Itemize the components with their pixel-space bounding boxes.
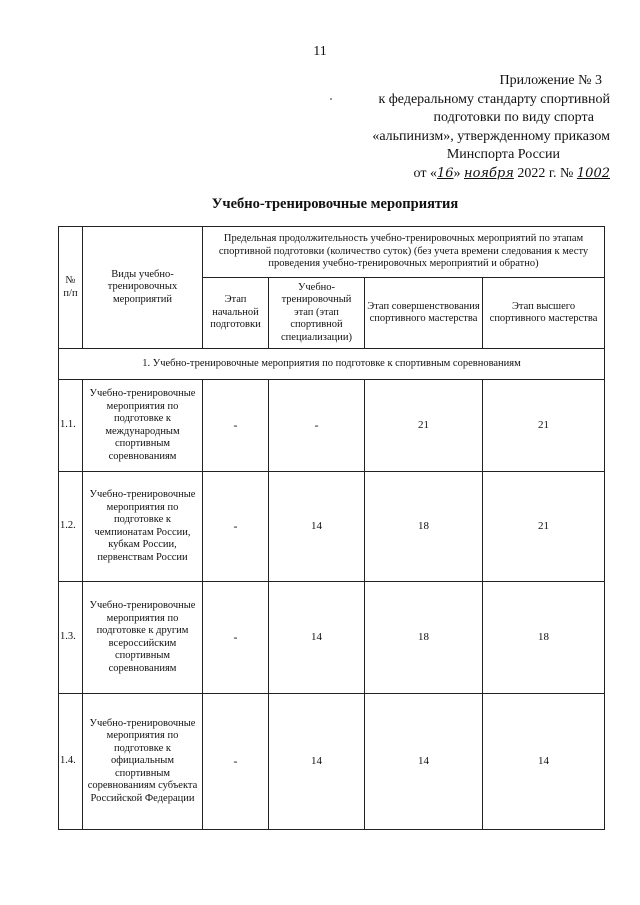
stage-value: - <box>203 380 269 472</box>
event-name: Учебно-тренировочные мероприятия по подготовке к другим всероссийским спортивным соревнованиям <box>83 582 203 694</box>
appendix-header <box>340 72 610 183</box>
stage-header: Учебно-тренировочный этап (этап спортивной специализации) <box>269 278 365 349</box>
section-title: 1. Учебно-тренировочные мероприятия по подготовке к спортивным соревнованиям <box>59 349 605 380</box>
stage-value: - <box>203 694 269 830</box>
stage-header: Этап высшего спортивного мастерства <box>483 278 605 349</box>
stage-value: 18 <box>365 582 483 694</box>
row-number: 1.3. <box>59 582 83 694</box>
stage-value: - <box>269 380 365 472</box>
page-number: 11 <box>313 44 327 59</box>
stage-header: Этап начальной подготовки <box>203 278 269 349</box>
scan-speck <box>330 98 332 100</box>
event-name: Учебно-тренировочные мероприятия по подготовке к чемпионатам России, кубкам России, первенствам России <box>83 472 203 582</box>
stage-value: - <box>203 582 269 694</box>
stage-value: - <box>203 472 269 582</box>
date-prefix: от « <box>413 165 437 181</box>
stage-value: 21 <box>483 380 605 472</box>
order-number: 1002 <box>576 165 610 181</box>
date-month: ноября <box>464 165 514 181</box>
event-name: Учебно-тренировочные мероприятия по подготовке к официальным спортивным соревнованиям субъекта Российской Федерации <box>83 694 203 830</box>
row-number: 1.2. <box>59 472 83 582</box>
col-type-header: Виды учебно-тренировочных мероприятий <box>83 227 203 349</box>
date-mid: » <box>453 165 461 181</box>
stage-header: Этап совершенствования спортивного мастерства <box>365 278 483 349</box>
appendix-line: Минспорта России <box>446 147 560 162</box>
col-num-header: № п/п <box>59 227 83 349</box>
date-day: 16 <box>436 165 454 181</box>
document-title: Учебно-тренировочные мероприятия <box>211 196 459 212</box>
section-row <box>59 349 605 380</box>
stage-value: 14 <box>269 472 365 582</box>
order-date-line <box>340 165 610 184</box>
appendix-line: Приложение № 3 <box>499 73 602 88</box>
row-number: 1.4. <box>59 694 83 830</box>
header-row <box>59 227 605 278</box>
date-year: 2022 г. № <box>517 165 574 181</box>
col-group-header: Предельная продолжительность учебно-тренировочных мероприятий по этапам спортивной подготовки (количество суток) (без учета времени следования к месту проведения учебно-тренировочных мероприятий и обратно) <box>203 227 605 278</box>
stage-value: 18 <box>365 472 483 582</box>
stage-value: 21 <box>483 472 605 582</box>
appendix-line: «альпинизм», утвержденному приказом <box>372 128 610 144</box>
table-row <box>59 472 605 582</box>
event-name: Учебно-тренировочные мероприятия по подготовке к международным спортивным соревнованиям <box>83 380 203 472</box>
stage-value: 14 <box>269 694 365 830</box>
appendix-line: к федеральному стандарту спортивной <box>378 91 610 107</box>
stage-value: 14 <box>483 694 605 830</box>
stage-value: 21 <box>365 380 483 472</box>
stage-value: 14 <box>365 694 483 830</box>
table-row <box>59 582 605 694</box>
stage-value: 14 <box>269 582 365 694</box>
stage-value: 18 <box>483 582 605 694</box>
row-number: 1.1. <box>59 380 83 472</box>
table-row <box>59 694 605 830</box>
appendix-line: подготовки по виду спорта <box>433 110 594 125</box>
training-events-table <box>58 226 605 830</box>
table-row <box>59 380 605 472</box>
